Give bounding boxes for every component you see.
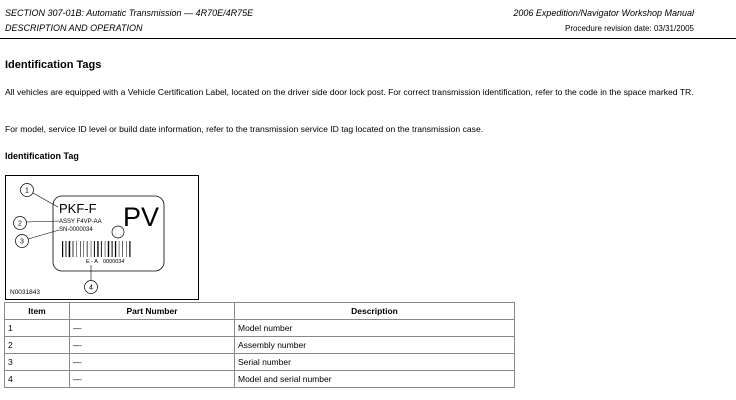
column-header-description: Description (235, 303, 515, 320)
barcode-left-text: E - A (86, 259, 98, 265)
barcode-bar (76, 241, 77, 257)
cell-item: 2 (5, 337, 70, 354)
tag-serial-text: SN-0000034 (59, 227, 93, 233)
barcode-bar (83, 241, 84, 257)
barcode-bar (126, 241, 127, 257)
barcode-bar (119, 241, 120, 257)
table-row (5, 337, 515, 354)
callout-3-label: 3 (20, 238, 24, 246)
barcode-right-text: 0000034 (103, 259, 125, 265)
barcode-bar (122, 241, 123, 257)
barcode-bar (115, 241, 116, 257)
barcode-bar (62, 241, 63, 257)
figure-heading: Identification Tag (5, 151, 79, 161)
cell-part-number: — (70, 371, 235, 388)
tag-illustration (6, 176, 198, 299)
identification-tag-figure (5, 175, 199, 300)
section-title: SECTION 307-01B: Automatic Transmission — 4R70E/4R75E (5, 8, 254, 18)
barcode-bar (105, 241, 106, 257)
revision-date: Procedure revision date: 03/31/2005 (565, 24, 694, 33)
barcode-bar (80, 241, 81, 257)
page-title: Identification Tags (5, 59, 102, 71)
column-header-item: Item (5, 303, 70, 320)
paragraph-service-tag: For model, service ID level or build date information, refer to the transmission service ID tag located on the transmission case. (5, 124, 484, 134)
barcode-bar (69, 241, 71, 257)
parts-table (4, 302, 515, 388)
cell-part-number: — (70, 320, 235, 337)
subsection-title: DESCRIPTION AND OPERATION (5, 23, 143, 33)
cell-description: Assembly number (235, 337, 515, 354)
tag-big-code: PV (123, 202, 160, 232)
callout-2-label: 2 (18, 220, 22, 228)
tag-model-text: PKF-F (59, 201, 97, 216)
cell-item: 1 (5, 320, 70, 337)
barcode-bar (66, 241, 67, 257)
cell-description: Model and serial number (235, 371, 515, 388)
cell-item: 3 (5, 354, 70, 371)
table-row (5, 371, 515, 388)
barcode-bar (108, 241, 109, 257)
table-header-row (5, 303, 515, 320)
barcode-bar (91, 241, 92, 257)
tag-assembly-text: ASSY F4VP-AA (59, 219, 102, 225)
callout-4-label: 4 (89, 284, 93, 292)
barcode-bar (94, 241, 95, 257)
paragraph-label-location: All vehicles are equipped with a Vehicle Certification Label, located on the driver side door lock post. For correct transmission identification, refer to the code in the space marked TR. (5, 87, 694, 97)
barcode-bar (129, 241, 130, 257)
barcode-bar (87, 241, 88, 257)
cell-description: Model number (235, 320, 515, 337)
header-divider (0, 38, 736, 39)
cell-item: 4 (5, 371, 70, 388)
cell-description: Serial number (235, 354, 515, 371)
manual-title: 2006 Expedition/Navigator Workshop Manual (513, 8, 694, 18)
table-row (5, 320, 515, 337)
column-header-part-number: Part Number (70, 303, 235, 320)
callout-1-label: 1 (25, 187, 29, 195)
barcode-bar (101, 241, 102, 257)
header-right (513, 6, 694, 36)
header-left (5, 6, 253, 36)
barcode-bar (73, 241, 74, 257)
barcode-bar (112, 241, 113, 257)
table-row (5, 354, 515, 371)
cell-part-number: — (70, 337, 235, 354)
figure-id: N0031843 (10, 289, 40, 296)
barcode-bar (97, 241, 98, 257)
cell-part-number: — (70, 354, 235, 371)
